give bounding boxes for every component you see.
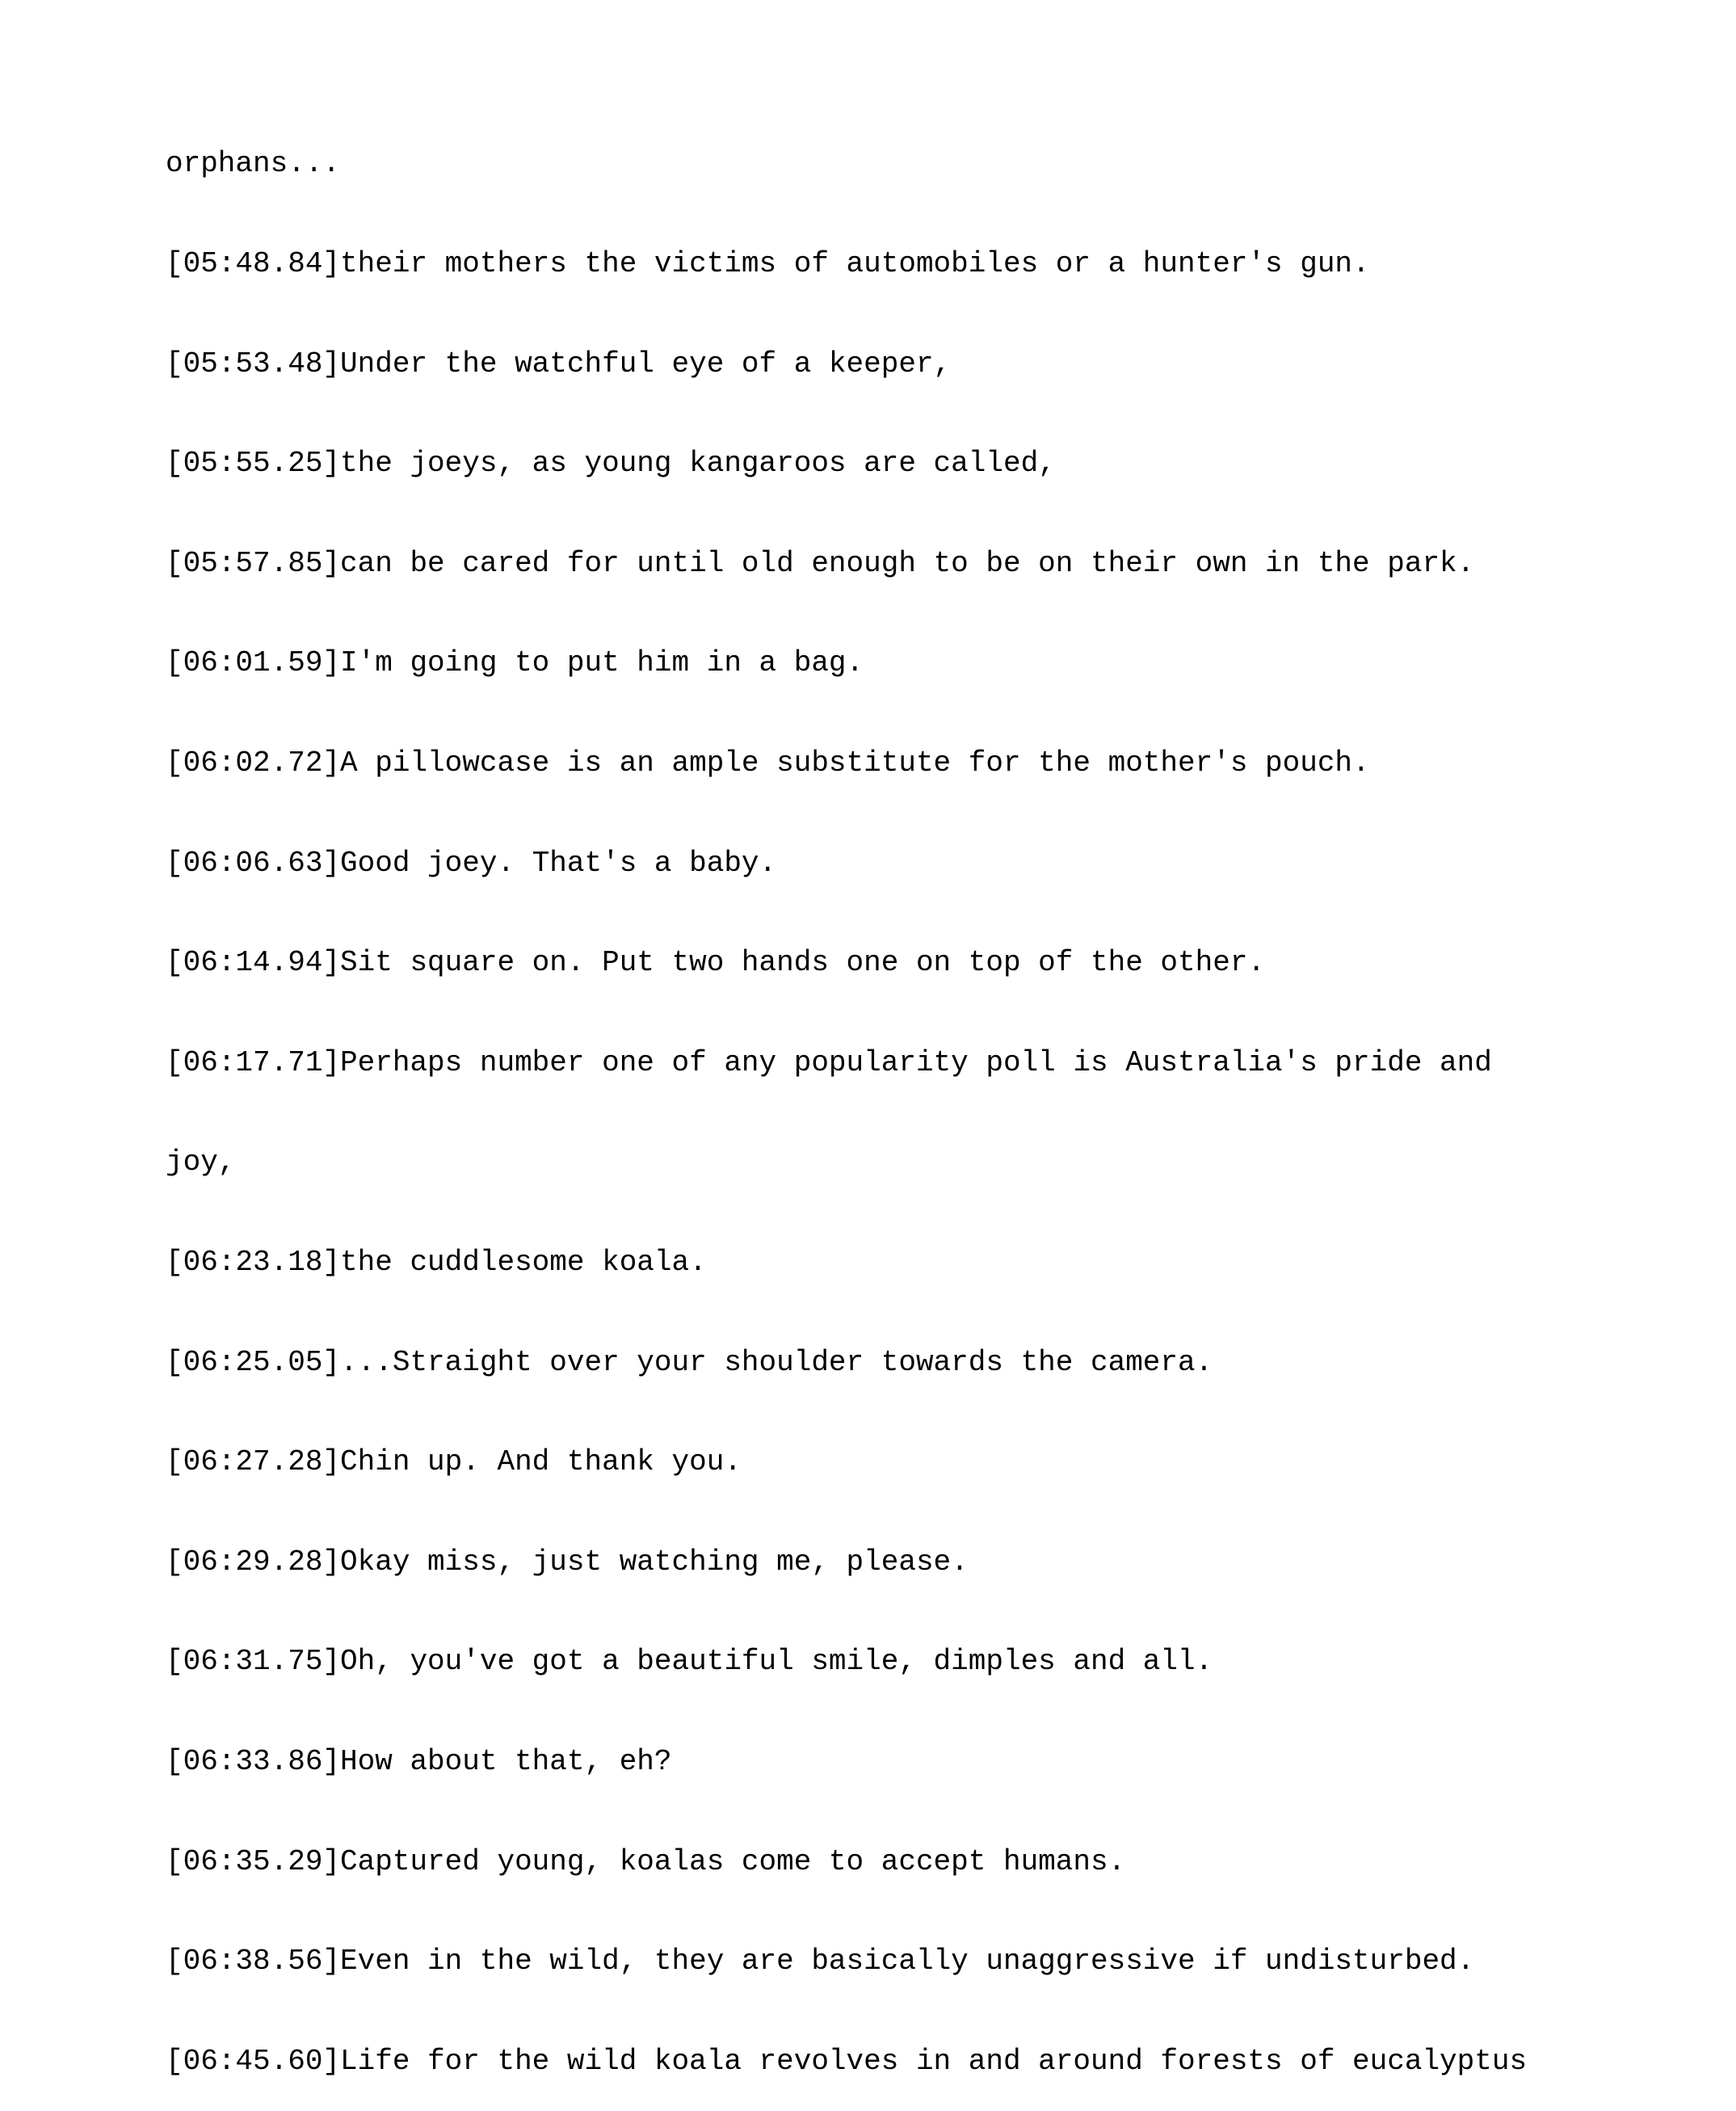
text-line: [06:31.75]Oh, you've got a beautiful smile, dimples and all. xyxy=(166,1645,1213,1679)
text-line: [06:02.72]A pillowcase is an ample substitute for the mother's pouch. xyxy=(166,746,1370,780)
text-line: [06:17.71]Perhaps number one of any popularity poll is Australia's pride and xyxy=(166,1045,1492,1079)
text-line: [06:27.28]Chin up. And thank you. xyxy=(166,1445,742,1479)
text-line: [06:01.59]I'm going to put him in a bag. xyxy=(166,646,864,680)
text-line: [06:33.86]How about that, eh? xyxy=(166,1744,672,1778)
text-line: [06:14.94]Sit square on. Put two hands one on top of the other. xyxy=(166,946,1266,980)
text-line: [06:25.05]...Straight over your shoulder towards the camera. xyxy=(166,1345,1213,1379)
text-line: [06:06.63]Good joey. That's a baby. xyxy=(166,846,777,880)
text-line: [06:38.56]Even in the wild, they are basically unaggressive if undisturbed. xyxy=(166,1945,1475,1979)
text-line: [06:45.60]Life for the wild koala revolves in and around forests of eucalyptus xyxy=(166,2044,1528,2078)
text-line: [05:55.25]the joeys, as young kangaroos are called, xyxy=(166,447,1056,481)
text-line: [05:53.48]Under the watchful eye of a keeper, xyxy=(166,347,952,381)
text-line: [06:29.28]Okay miss, just watching me, please. xyxy=(166,1545,969,1579)
transcript-text xyxy=(166,81,1620,2111)
text-line: [06:23.18]the cuddlesome koala. xyxy=(166,1245,707,1279)
text-line: [06:35.29]Captured young, koalas come to accept humans. xyxy=(166,1844,1126,1878)
text-line: joy, xyxy=(166,1146,236,1180)
text-line: orphans... xyxy=(166,147,341,181)
text-line: [05:57.85]can be cared for until old enough to be on their own in the park. xyxy=(166,546,1475,580)
text-line: [05:48.84]their mothers the victims of automobiles or a hunter's gun. xyxy=(166,247,1370,280)
